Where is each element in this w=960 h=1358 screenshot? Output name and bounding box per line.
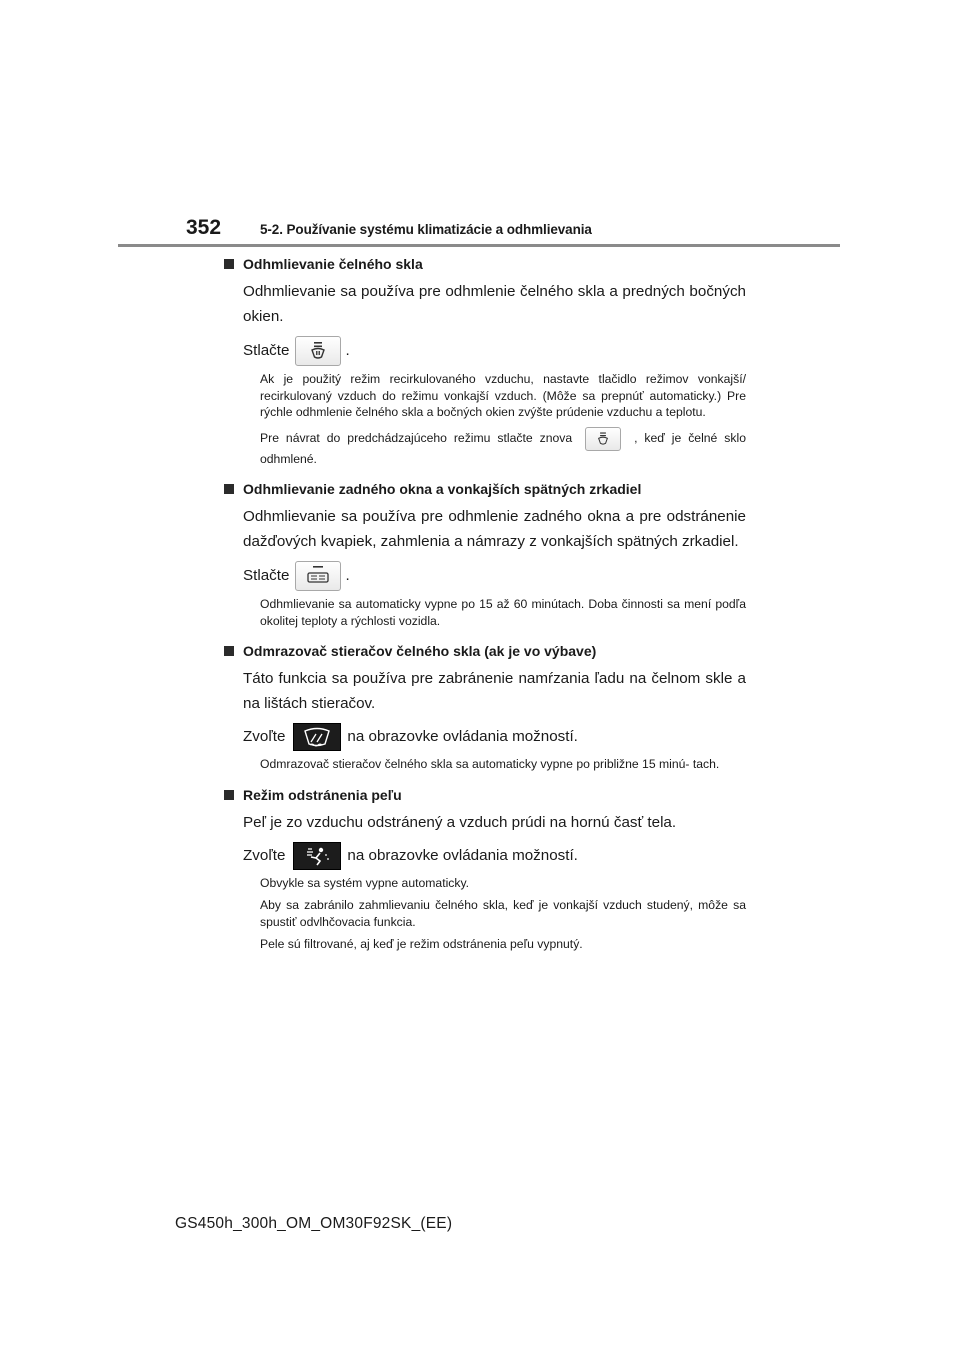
note-text: Ak je použitý režim recirkulovaného vzduchu, nastavte tlačidlo režimov vonkajší/ recirkulovaný vzduch do režimu vonkajší vzduch. (Môže sa prepnúť automaticky.) Pre rýchle odhmlenie čelného skla a bočných okien zvýšte prúdenie vzduchu a teplotu.: [260, 372, 746, 419]
note-text: Pre návrat do predchádzajúceho režimu stlačte znova , keď je čelné sklo odhmlené.: [260, 427, 746, 468]
square-bullet-icon: [224, 790, 234, 800]
front-defogger-icon: [295, 336, 341, 366]
note-text: Odhmlievanie sa automaticky vypne po 15 až 60 minútach. Doba činnosti sa mení podľa okolitej teploty a rýchlosti vozidla.: [260, 597, 746, 628]
square-bullet-icon: [224, 259, 234, 269]
note-text: Aby sa zabránilo zahmlievaniu čelného skla, keď je vonkajší vzduch studený, môže sa spustiť odvlhčovacia funkcia.: [260, 898, 746, 929]
action-instruction: Zvoľte na obrazovke ovládania možností.: [243, 842, 746, 870]
square-bullet-icon: [224, 646, 234, 656]
section-title-wiper-deicer: Odmrazovač stieračov čelného skla (ak je vo výbave): [224, 641, 746, 661]
section-body: Odhmlievanie sa používa pre odhmlenie zadného okna a pre odstránenie dažďových kvapiek, zahmlenia a námrazy z vonkajších spätných zrkadiel.: [243, 508, 746, 550]
section-body: Peľ je zo vzduchu odstránený a vzduch prúdi na hornú časť tela.: [243, 813, 677, 831]
note-text: Pele sú filtrované, aj keď je režim odstránenia peľu vypnutý.: [260, 937, 583, 951]
front-defogger-icon: [585, 427, 621, 451]
page-header: [118, 214, 840, 244]
pollen-removal-icon: [293, 842, 341, 870]
note-text: Odmrazovač stieračov čelného skla sa automaticky vypne po približne 15 minú- tach.: [260, 757, 720, 771]
section-title-pollen-removal: Režim odstránenia peľu: [224, 785, 746, 805]
rear-defogger-icon: [295, 561, 341, 591]
action-instruction: Stlačte .: [243, 336, 746, 366]
note-text: Obvykle sa systém vypne automaticky.: [260, 875, 470, 890]
square-bullet-icon: [224, 484, 234, 494]
document-code: GS450h_300h_OM_OM30F92SK_(EE): [175, 1215, 453, 1232]
section-title-front-defog: Odhmlievanie čelného skla: [224, 254, 746, 274]
page-number: 352: [186, 216, 222, 239]
wiper-deicer-icon: [293, 723, 341, 751]
section-header-title: 5-2. Používanie systému klimatizácie a odhmlievania: [260, 222, 592, 237]
section-title-rear-defog: Odhmlievanie zadného okna a vonkajších spätných zrkadiel: [224, 479, 746, 499]
main-content: [224, 254, 746, 953]
section-body: Odhmlievanie sa používa pre odhmlenie čelného skla a predných bočných okien.: [243, 283, 746, 325]
section-body: Táto funkcia sa používa pre zabránenie namŕzania ľadu na čelnom skle a na lištách stieračov.: [243, 670, 746, 712]
action-instruction: Stlačte .: [243, 561, 746, 591]
header-divider: [118, 244, 840, 247]
action-instruction: Zvoľte na obrazovke ovládania možností.: [243, 723, 746, 751]
